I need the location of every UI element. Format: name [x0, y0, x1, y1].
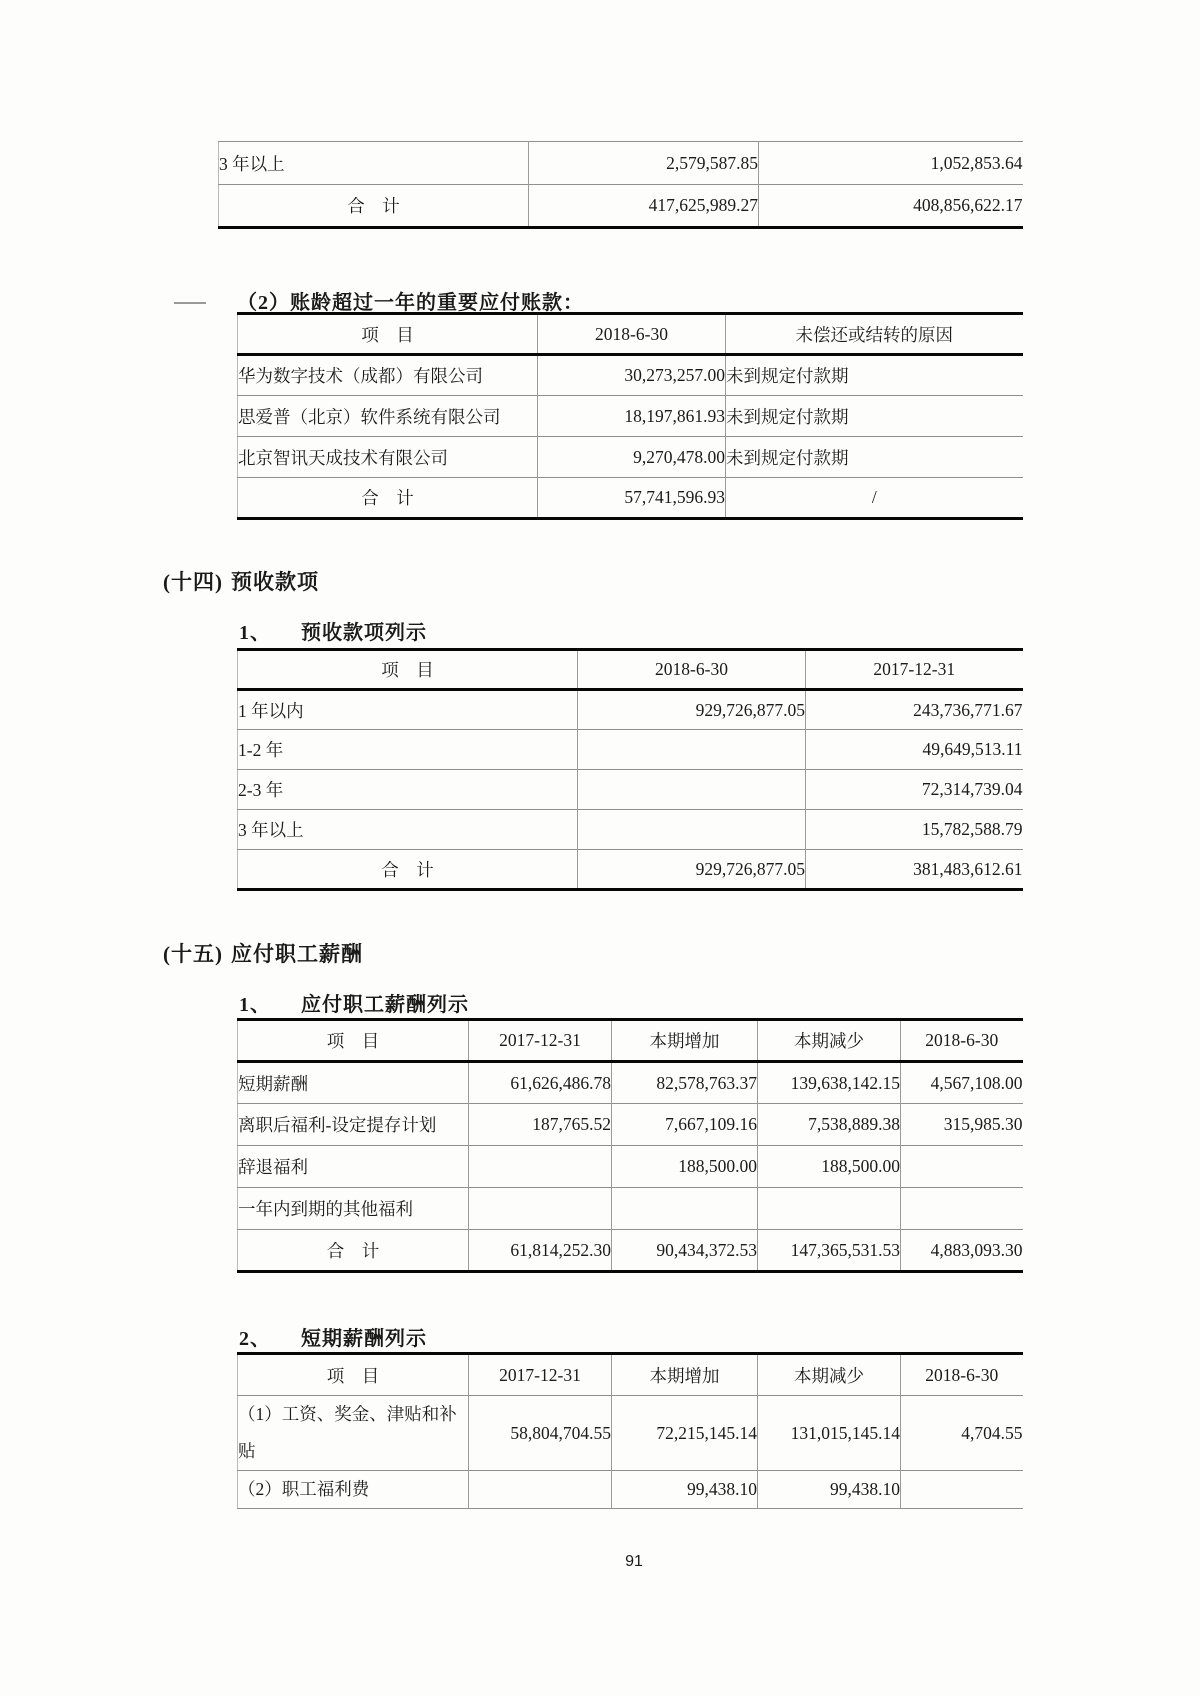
- overdue-payables-table: [237, 312, 1022, 520]
- table-row: [238, 770, 1023, 810]
- column-header: 本期增加: [612, 1354, 758, 1396]
- value-cell: 131,015,145.14: [758, 1396, 901, 1471]
- value-cell: 58,804,704.55: [469, 1396, 612, 1471]
- table-total-row: [238, 1230, 1023, 1272]
- value-cell: [612, 1188, 758, 1230]
- section-number: (十四): [163, 570, 223, 594]
- value-cell: [578, 810, 806, 850]
- value-cell: 408,856,622.17: [759, 185, 1023, 228]
- value-cell: [578, 770, 806, 810]
- section-advances-heading: [163, 566, 319, 596]
- value-cell: 未到规定付款期: [726, 396, 1023, 437]
- value-cell: 未到规定付款期: [726, 437, 1023, 478]
- table-row: [219, 142, 1023, 185]
- item-cell: 1 年以内: [238, 700, 304, 721]
- column-header: 2017-12-31: [469, 1354, 612, 1396]
- value-cell: [469, 1471, 612, 1509]
- item-cell: 合 计: [381, 859, 434, 880]
- column-header: 项 目: [381, 660, 434, 680]
- value-cell: 243,736,771.67: [806, 690, 1023, 730]
- value-cell: [901, 1188, 1023, 1230]
- value-cell: 90,434,372.53: [612, 1230, 758, 1272]
- value-cell: 929,726,877.05: [578, 850, 806, 890]
- column-header: 2018-6-30: [901, 1354, 1023, 1396]
- column-header: 2017-12-31: [469, 1020, 612, 1062]
- section-compensation-heading: [163, 938, 363, 968]
- value-cell: [469, 1146, 612, 1188]
- value-cell: 未到规定付款期: [726, 355, 1023, 396]
- table-total-row: [238, 478, 1023, 519]
- table-total-row: [219, 185, 1023, 228]
- value-cell: 929,726,877.05: [578, 690, 806, 730]
- column-header: 项 目: [361, 324, 414, 345]
- value-cell: 7,667,109.16: [612, 1104, 758, 1146]
- value-cell: [901, 1471, 1023, 1509]
- item-cell: 短期薪酬: [238, 1073, 308, 1094]
- column-header: 本期减少: [758, 1020, 901, 1062]
- table-row: [238, 437, 1023, 478]
- value-cell: 139,638,142.15: [758, 1062, 901, 1104]
- value-cell: 4,704.55: [901, 1396, 1023, 1471]
- item-cell: 合 计: [361, 488, 414, 508]
- item-cell: （1）工资、奖金、津贴和补贴: [238, 1404, 457, 1461]
- value-cell: [578, 730, 806, 770]
- value-cell: 1,052,853.64: [759, 142, 1023, 185]
- short-term-list-subheading: [239, 1322, 427, 1351]
- section-title: 预收款项: [231, 570, 319, 594]
- value-cell: /: [726, 478, 1023, 519]
- value-cell: 187,765.52: [469, 1104, 612, 1146]
- short-term-compensation-table: [237, 1352, 1022, 1509]
- value-cell: 188,500.00: [612, 1146, 758, 1188]
- value-cell: 61,814,252.30: [469, 1230, 612, 1272]
- advances-list-subheading: [239, 616, 427, 645]
- margin-dash-mark: [174, 302, 206, 304]
- value-cell: 49,649,513.11: [806, 730, 1023, 770]
- table-row: [238, 1188, 1023, 1230]
- table-row: [238, 1104, 1023, 1146]
- section-number: (十五): [163, 942, 223, 966]
- item-cell: 1-2 年: [238, 740, 284, 760]
- column-header: 项 目: [326, 1365, 380, 1386]
- value-cell: 99,438.10: [758, 1471, 901, 1509]
- value-cell: [901, 1146, 1023, 1188]
- column-header: 未偿还或结转的原因: [726, 314, 1023, 355]
- table-header-row: [238, 1020, 1023, 1062]
- value-cell: 15,782,588.79: [806, 810, 1023, 850]
- value-cell: 30,273,257.00: [538, 355, 726, 396]
- item-cell: 2-3 年: [238, 780, 284, 800]
- table-row: [238, 1471, 1023, 1509]
- value-cell: 381,483,612.61: [806, 850, 1023, 890]
- employee-compensation-table: [237, 1018, 1022, 1273]
- value-cell: 7,538,889.38: [758, 1104, 901, 1146]
- section-title: 应付职工薪酬: [231, 942, 363, 966]
- subsection-number: 1、: [239, 622, 271, 644]
- item-cell: 辞退福利: [238, 1157, 308, 1177]
- item-cell: 离职后福利-设定提存计划: [238, 1115, 437, 1135]
- table-header-row: [238, 1354, 1023, 1396]
- page-number: 91: [625, 1553, 643, 1570]
- column-header: 2018-6-30: [901, 1020, 1023, 1062]
- value-cell: 9,270,478.00: [538, 437, 726, 478]
- advances-received-table: [237, 648, 1022, 891]
- value-cell: 72,314,739.04: [806, 770, 1023, 810]
- table-row: [238, 355, 1023, 396]
- column-header: 2018-6-30: [578, 650, 806, 690]
- table-row: [238, 810, 1023, 850]
- overdue-payables-heading: （2）账龄超过一年的重要应付账款：: [237, 292, 584, 314]
- subsection-number: 2、: [239, 1328, 271, 1350]
- table-header-row: [238, 650, 1023, 690]
- item-cell: 思爱普（北京）软件系统有限公司: [238, 406, 501, 427]
- subsection-title: 短期薪酬列示: [301, 1328, 427, 1350]
- table-row: [238, 1146, 1023, 1188]
- subsection-number: 1、: [239, 994, 271, 1016]
- column-header: 2017-12-31: [806, 650, 1023, 690]
- compensation-list-subheading: [239, 988, 469, 1017]
- item-cell: 一年内到期的其他福利: [238, 1199, 413, 1219]
- table-row: [238, 1062, 1023, 1104]
- value-cell: 61,626,486.78: [469, 1062, 612, 1104]
- value-cell: 99,438.10: [612, 1471, 758, 1509]
- column-header: 本期增加: [612, 1020, 758, 1062]
- subsection-title: 预收款项列示: [301, 622, 427, 644]
- column-header: 项 目: [326, 1031, 380, 1051]
- value-cell: 4,567,108.00: [901, 1062, 1023, 1104]
- value-cell: [758, 1188, 901, 1230]
- value-cell: 188,500.00: [758, 1146, 901, 1188]
- value-cell: [469, 1188, 612, 1230]
- value-cell: 417,625,989.27: [529, 185, 759, 228]
- item-cell: 北京智讯天成技术有限公司: [238, 447, 448, 468]
- column-header: 2018-6-30: [538, 314, 726, 355]
- value-cell: 18,197,861.93: [538, 396, 726, 437]
- subsection-title: 应付职工薪酬列示: [301, 994, 469, 1016]
- value-cell: 4,883,093.30: [901, 1230, 1023, 1272]
- item-cell: （2）职工福利费: [238, 1479, 370, 1499]
- value-cell: 315,985.30: [901, 1104, 1023, 1146]
- column-header: 本期减少: [758, 1354, 901, 1396]
- table-header-row: [238, 314, 1023, 355]
- value-cell: 147,365,531.53: [758, 1230, 901, 1272]
- table-row: [238, 730, 1023, 770]
- table-row: [238, 396, 1023, 437]
- item-cell: 合 计: [326, 1240, 380, 1261]
- table-row: [238, 690, 1023, 730]
- item-cell: 3 年以上: [219, 153, 285, 174]
- value-cell: 2,579,587.85: [529, 142, 759, 185]
- item-cell: 合 计: [347, 196, 400, 216]
- value-cell: 72,215,145.14: [612, 1396, 758, 1471]
- value-cell: 82,578,763.37: [612, 1062, 758, 1104]
- payables-aging-continuation-table: [218, 141, 1022, 229]
- item-cell: 3 年以上: [238, 820, 304, 840]
- value-cell: 57,741,596.93: [538, 478, 726, 519]
- table-row: [238, 1396, 1023, 1471]
- table-total-row: [238, 850, 1023, 890]
- item-cell: 华为数字技术（成都）有限公司: [238, 366, 483, 386]
